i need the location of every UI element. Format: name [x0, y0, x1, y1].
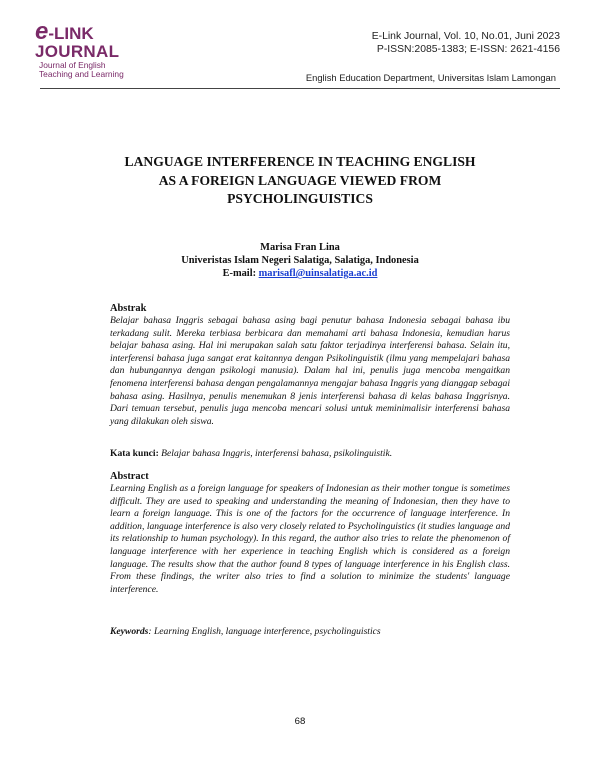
keywords-label: Keywords — [110, 626, 149, 637]
journal-info — [372, 30, 560, 56]
abstract-section — [110, 471, 510, 596]
journal-volume: E-Link Journal, Vol. 10, No.01, Juni 2023 — [371, 31, 560, 42]
logo-wordmark — [35, 18, 135, 45]
title-line-2: AS A FOREIGN LANGUAGE VIEWED FROM — [158, 172, 442, 188]
logo-link-text: -LINK — [48, 24, 94, 43]
email-label: E-mail: — [222, 268, 259, 279]
kata-kunci-label: Kata kunci: — [110, 448, 159, 459]
title-line-1: LANGUAGE INTERFERENCE IN TEACHING ENGLISH — [124, 154, 476, 169]
title-line-3: PSYCHOLINGUISTICS — [227, 191, 373, 206]
abstrak-section — [110, 303, 510, 428]
keywords-text: : Learning English, language interference, psycholinguistics — [148, 626, 381, 637]
kata-kunci — [110, 448, 510, 460]
author-affiliation: Univeristas Islam Negeri Salatiga, Salatiga, Indonesia — [181, 255, 419, 266]
logo-subtitle-2: Teaching and Learning — [39, 69, 124, 80]
author-block — [80, 241, 520, 280]
logo-journal-text: JOURNAL — [35, 42, 120, 61]
department: English Education Department, Universitas Islam Lamongan — [305, 72, 556, 83]
journal-logo — [35, 18, 135, 80]
abstract-heading: Abstract — [110, 471, 149, 482]
article-title — [60, 153, 540, 209]
author-email-line — [80, 267, 520, 280]
kata-kunci-text: Belajar bahasa Inggris, interferensi bahasa, psikolinguistik. — [158, 448, 393, 459]
abstract-text: Learning English as a foreign language for speakers of Indonesian as their mother tongue is sometimes difficult. They are used to speaking and understanding the meaning of Indonesian, then they have to learn a foreign language. This is one of the factors for the occurrence of language interference. In addition, language interference is also very closely related to Psycholinguistics (it studies language and its relationship to human psychology). In this regard, the author also tries to relate the phenomenon of language interference with her experience in teaching English which is considered as a foreign language. The results show that the author found 8 types of language interference in his English class. From these findings, the writer also tries to find a solution to minimize the students' language interference. — [110, 483, 510, 595]
author-name: Marisa Fran Lina — [260, 242, 340, 253]
page-number: 68 — [294, 716, 306, 727]
journal-issn: P-ISSN:2085-1383; E-ISSN: 2621-4156 — [376, 44, 560, 55]
keywords — [110, 626, 510, 638]
logo-e-letter: e — [35, 18, 49, 45]
email-link[interactable]: marisafl@uinsalatiga.ac.id — [258, 268, 378, 279]
abstrak-heading: Abstrak — [110, 303, 147, 314]
abstrak-text: Belajar bahasa Inggris sebagai bahasa asing bagi penutur bahasa Indonesia sebagai bahasa ibu terkadang sulit. Mereka terbiasa berbicara dan memahami arti bahasa Indonesia, kemudian harus belajar bahasa asing. Hal ini merupakan salah satu faktor terjadinya interferensi bahasa. Selain itu, interferensi bahasa juga sangat erat kaitannya dengan Psikolinguistik (ilmu yang mempelajari bahasa dan hubungannya dengan psikologi manusia). Dalam hal ini, penulis juga mencoba mengaitkan fenomena interferensi bahasa dengan pengalamannya mengajar bahasa Inggris yang dianggap sebagai bahasa asing. Hasilnya, penulis menemukan 8 jenis interferensi bahasa di kelas bahasa Inggrisnya. Dari temuan tersebut, penulis juga mencoba mencari solusi untuk meminimalisir interferensi bahasa yang dilakukan oleh siswa. — [110, 315, 510, 427]
header-divider — [40, 88, 560, 89]
logo-subtitle-1: Journal of English — [39, 60, 106, 70]
